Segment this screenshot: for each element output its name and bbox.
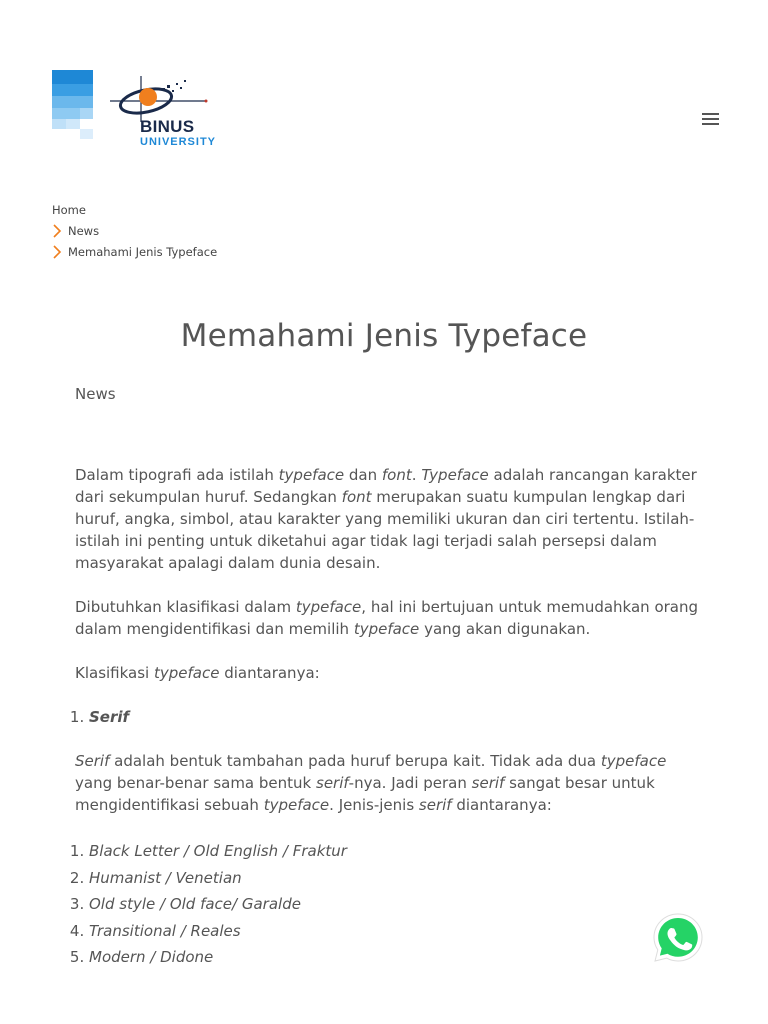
breadcrumb-current-label: Memahami Jenis Typeface bbox=[68, 244, 218, 259]
classification-list bbox=[89, 706, 700, 728]
list-item: 2. Humanist / Venetian bbox=[89, 865, 700, 892]
breadcrumb-item-home[interactable] bbox=[52, 199, 217, 220]
article-body bbox=[75, 464, 700, 993]
site-header bbox=[0, 0, 768, 180]
hamburger-menu-icon[interactable] bbox=[700, 110, 722, 128]
breadcrumb bbox=[52, 199, 217, 262]
serif-types-list bbox=[89, 838, 700, 971]
article-paragraph: Klasifikasi typeface diantaranya: bbox=[75, 664, 320, 682]
list-item: 4. Transitional / Reales bbox=[89, 918, 700, 945]
article-paragraph: Dibutuhkan klasifikasi dalam typeface, hal ini bertujuan untuk memudahkan orang dalam mengidentifikasi dan memilih typeface yang akan digunakan. bbox=[75, 598, 699, 638]
chevron-right-icon bbox=[52, 245, 62, 259]
breadcrumb-link[interactable]: News bbox=[68, 223, 100, 238]
chevron-right-icon bbox=[52, 224, 62, 238]
list-item: 1. Serif bbox=[89, 706, 700, 728]
logo-emblem-icon bbox=[110, 76, 210, 122]
article-paragraph: Serif adalah bentuk tambahan pada huruf berupa kait. Tidak ada dua typeface yang benar-benar sama bentuk serif-nya. Jadi peran serif sangat besar untuk mengidentifikasi sebuah typeface. Jenis-jenis serif diantaranya: bbox=[75, 752, 667, 814]
logo-blocks-icon bbox=[52, 70, 94, 140]
whatsapp-button[interactable] bbox=[652, 912, 704, 964]
breadcrumb-item-news[interactable] bbox=[52, 220, 217, 241]
page-title: Memahami Jenis Typeface bbox=[180, 318, 588, 354]
article-category[interactable]: News bbox=[75, 385, 116, 403]
binus-logo[interactable] bbox=[52, 70, 227, 148]
list-item: 3. Old style / Old face/ Garalde bbox=[89, 891, 700, 918]
list-item: 1. Black Letter / Old English / Fraktur bbox=[89, 838, 700, 865]
article-paragraph: Dalam tipografi ada istilah typeface dan font. Typeface adalah rancangan karakter dari sekumpulan huruf. Sedangkan font merupakan suatu kumpulan lengkap dari huruf, angka, simbol, atau karakter yang memiliki ukuran dan ciri tertentu. Istilah-istilah ini penting untuk diketahui agar tidak lagi terjadi salah persepsi dalam masyarakat apalagi dalam dunia desain. bbox=[75, 466, 697, 572]
logo-brand-text: BINUS bbox=[140, 117, 195, 136]
breadcrumb-item-current bbox=[52, 241, 217, 262]
breadcrumb-link[interactable]: Home bbox=[52, 202, 86, 217]
list-item: 5. Modern / Didone bbox=[89, 944, 700, 971]
whatsapp-icon bbox=[652, 912, 704, 964]
logo-subtitle-text: UNIVERSITY bbox=[140, 136, 217, 148]
